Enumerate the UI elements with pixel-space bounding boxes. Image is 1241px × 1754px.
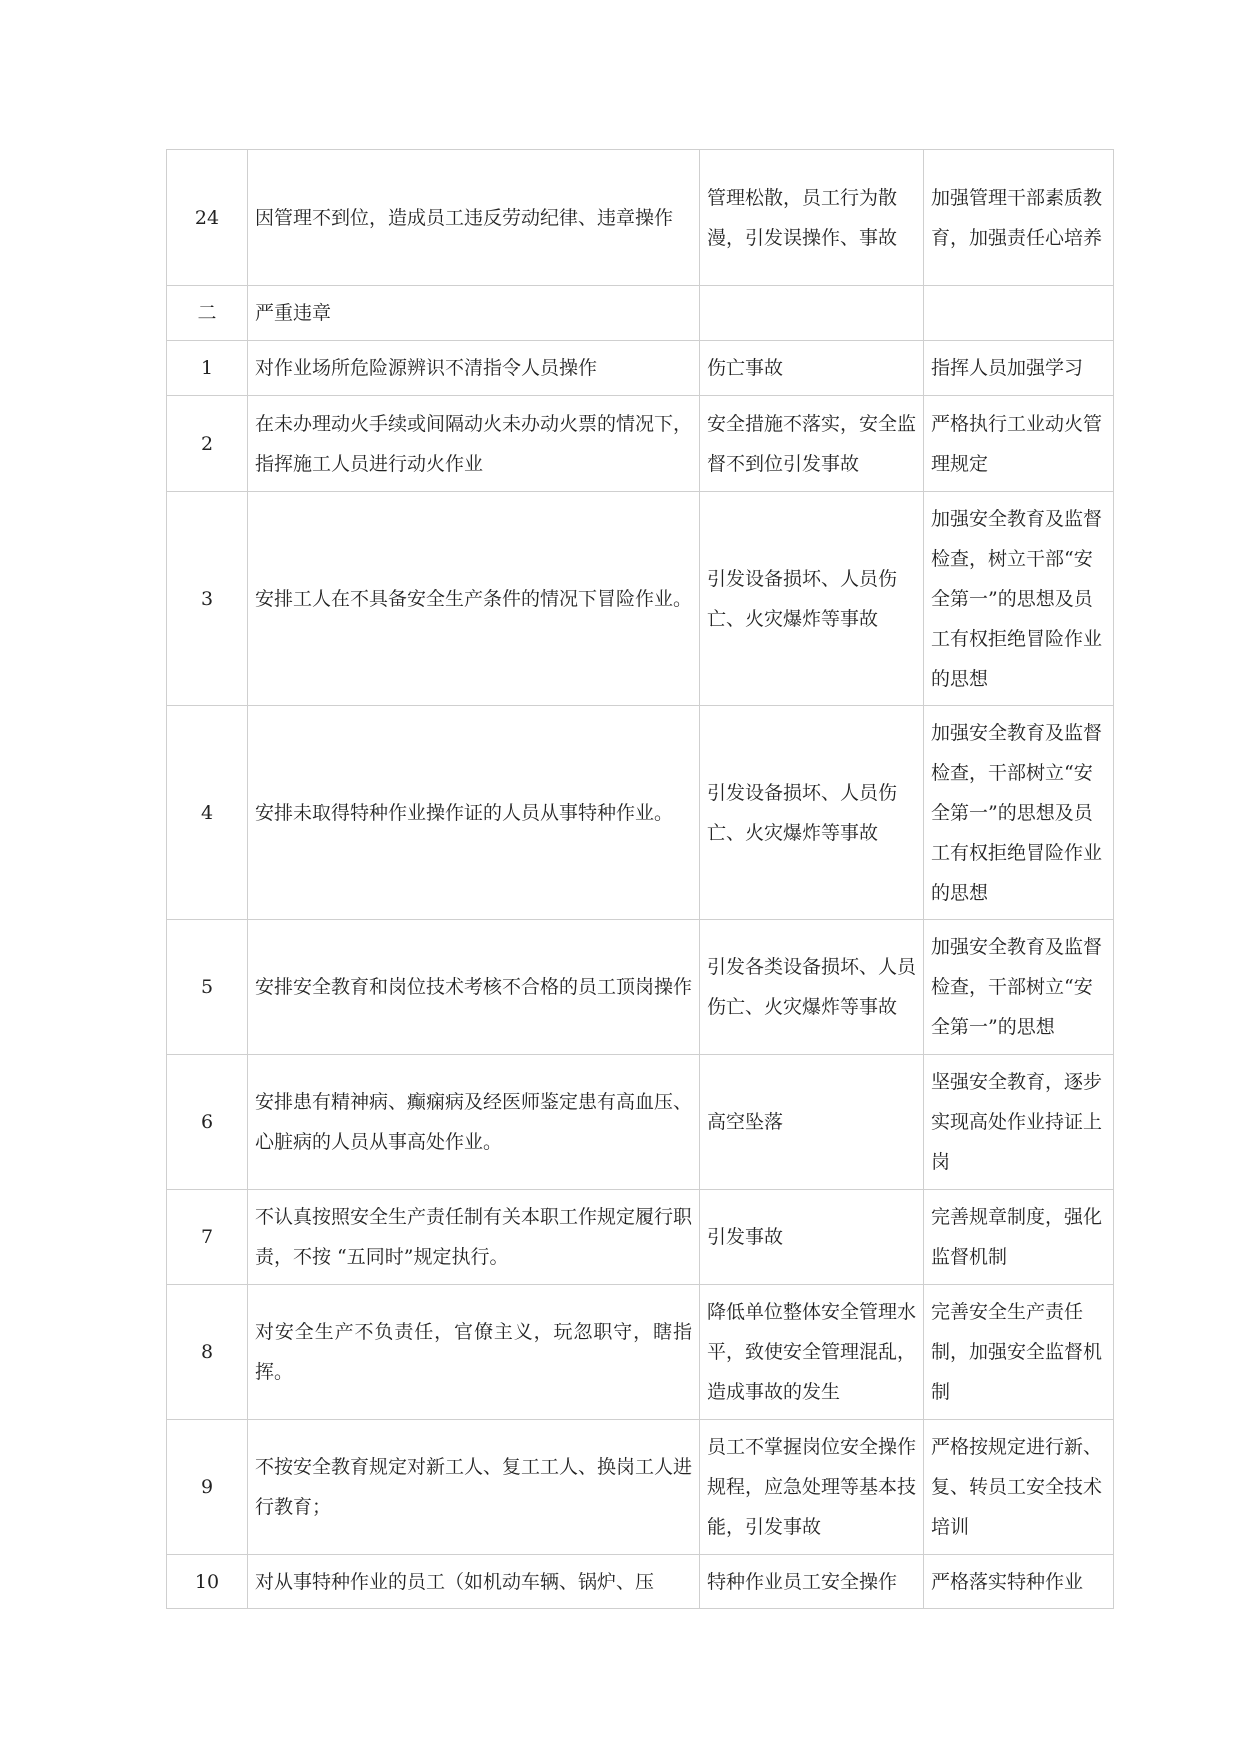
row-number: 24 [167, 150, 248, 286]
measure-cell: 严格落实特种作业 [924, 1555, 1114, 1609]
table-row [167, 341, 1114, 396]
consequence-cell [700, 286, 924, 341]
measure-cell: 完善规章制度，强化监督机制 [924, 1190, 1114, 1285]
violation-description: 在未办理动火手续或间隔动火未办动火票的情况下，指挥施工人员进行动火作业 [248, 396, 700, 492]
table-row [167, 1285, 1114, 1420]
violation-description: 不认真按照安全生产责任制有关本职工作规定履行职责，不按 “五同时”规定执行。 [248, 1190, 700, 1285]
table-row [167, 706, 1114, 920]
row-number: 2 [167, 396, 248, 492]
violation-description: 安排患有精神病、癫痫病及经医师鉴定患有高血压、心脏病的人员从事高处作业。 [248, 1055, 700, 1190]
row-number: 4 [167, 706, 248, 920]
consequence-cell: 引发事故 [700, 1190, 924, 1285]
table-row [167, 150, 1114, 286]
violation-description: 安排工人在不具备安全生产条件的情况下冒险作业。 [248, 492, 700, 706]
measure-cell: 坚强安全教育，逐步实现高处作业持证上岗 [924, 1055, 1114, 1190]
risk-table [166, 149, 1114, 1609]
consequence-cell: 安全措施不落实，安全监督不到位引发事故 [700, 396, 924, 492]
consequence-cell: 降低单位整体安全管理水平，致使安全管理混乱，造成事故的发生 [700, 1285, 924, 1420]
measure-cell: 加强管理干部素质教育，加强责任心培养 [924, 150, 1114, 286]
consequence-cell: 伤亡事故 [700, 341, 924, 396]
consequence-cell: 管理松散，员工行为散漫，引发误操作、事故 [700, 150, 924, 286]
measure-cell: 严格执行工业动火管理规定 [924, 396, 1114, 492]
table-row [167, 1555, 1114, 1609]
violation-description: 对作业场所危险源辨识不清指令人员操作 [248, 341, 700, 396]
table-row [167, 1190, 1114, 1285]
row-number: 9 [167, 1420, 248, 1555]
violation-description: 对从事特种作业的员工（如机动车辆、锅炉、压 [248, 1555, 700, 1609]
table-row [167, 492, 1114, 706]
measure-cell: 加强安全教育及监督检查，树立干部“安全第一”的思想及员工有权拒绝冒险作业的思想 [924, 492, 1114, 706]
violation-description: 因管理不到位，造成员工违反劳动纪律、违章操作 [248, 150, 700, 286]
consequence-cell: 引发设备损坏、人员伤亡、火灾爆炸等事故 [700, 492, 924, 706]
row-number: 6 [167, 1055, 248, 1190]
consequence-cell: 高空坠落 [700, 1055, 924, 1190]
section-number: 二 [167, 286, 248, 341]
violation-description: 对安全生产不负责任，官僚主义，玩忽职守，瞎指挥。 [248, 1285, 700, 1420]
measure-cell: 加强安全教育及监督检查，干部树立“安全第一”的思想 [924, 920, 1114, 1055]
consequence-cell: 特种作业员工安全操作 [700, 1555, 924, 1609]
row-number: 5 [167, 920, 248, 1055]
row-number: 10 [167, 1555, 248, 1609]
consequence-cell: 员工不掌握岗位安全操作规程，应急处理等基本技能，引发事故 [700, 1420, 924, 1555]
table-row [167, 396, 1114, 492]
measure-cell: 严格按规定进行新、复、转员工安全技术培训 [924, 1420, 1114, 1555]
violation-description: 安排安全教育和岗位技术考核不合格的员工顶岗操作 [248, 920, 700, 1055]
measure-cell: 加强安全教育及监督检查，干部树立“安全第一”的思想及员工有权拒绝冒险作业的思想 [924, 706, 1114, 920]
consequence-cell: 引发设备损坏、人员伤亡、火灾爆炸等事故 [700, 706, 924, 920]
table-row [167, 1420, 1114, 1555]
measure-cell: 指挥人员加强学习 [924, 341, 1114, 396]
row-number: 7 [167, 1190, 248, 1285]
measure-cell: 完善安全生产责任制，加强安全监督机制 [924, 1285, 1114, 1420]
table-row [167, 286, 1114, 341]
table-row [167, 1055, 1114, 1190]
section-title: 严重违章 [248, 286, 700, 341]
row-number: 1 [167, 341, 248, 396]
table-row [167, 920, 1114, 1055]
violation-description: 安排未取得特种作业操作证的人员从事特种作业。 [248, 706, 700, 920]
row-number: 8 [167, 1285, 248, 1420]
measure-cell [924, 286, 1114, 341]
consequence-cell: 引发各类设备损坏、人员伤亡、火灾爆炸等事故 [700, 920, 924, 1055]
row-number: 3 [167, 492, 248, 706]
violation-description: 不按安全教育规定对新工人、复工工人、换岗工人进行教育； [248, 1420, 700, 1555]
